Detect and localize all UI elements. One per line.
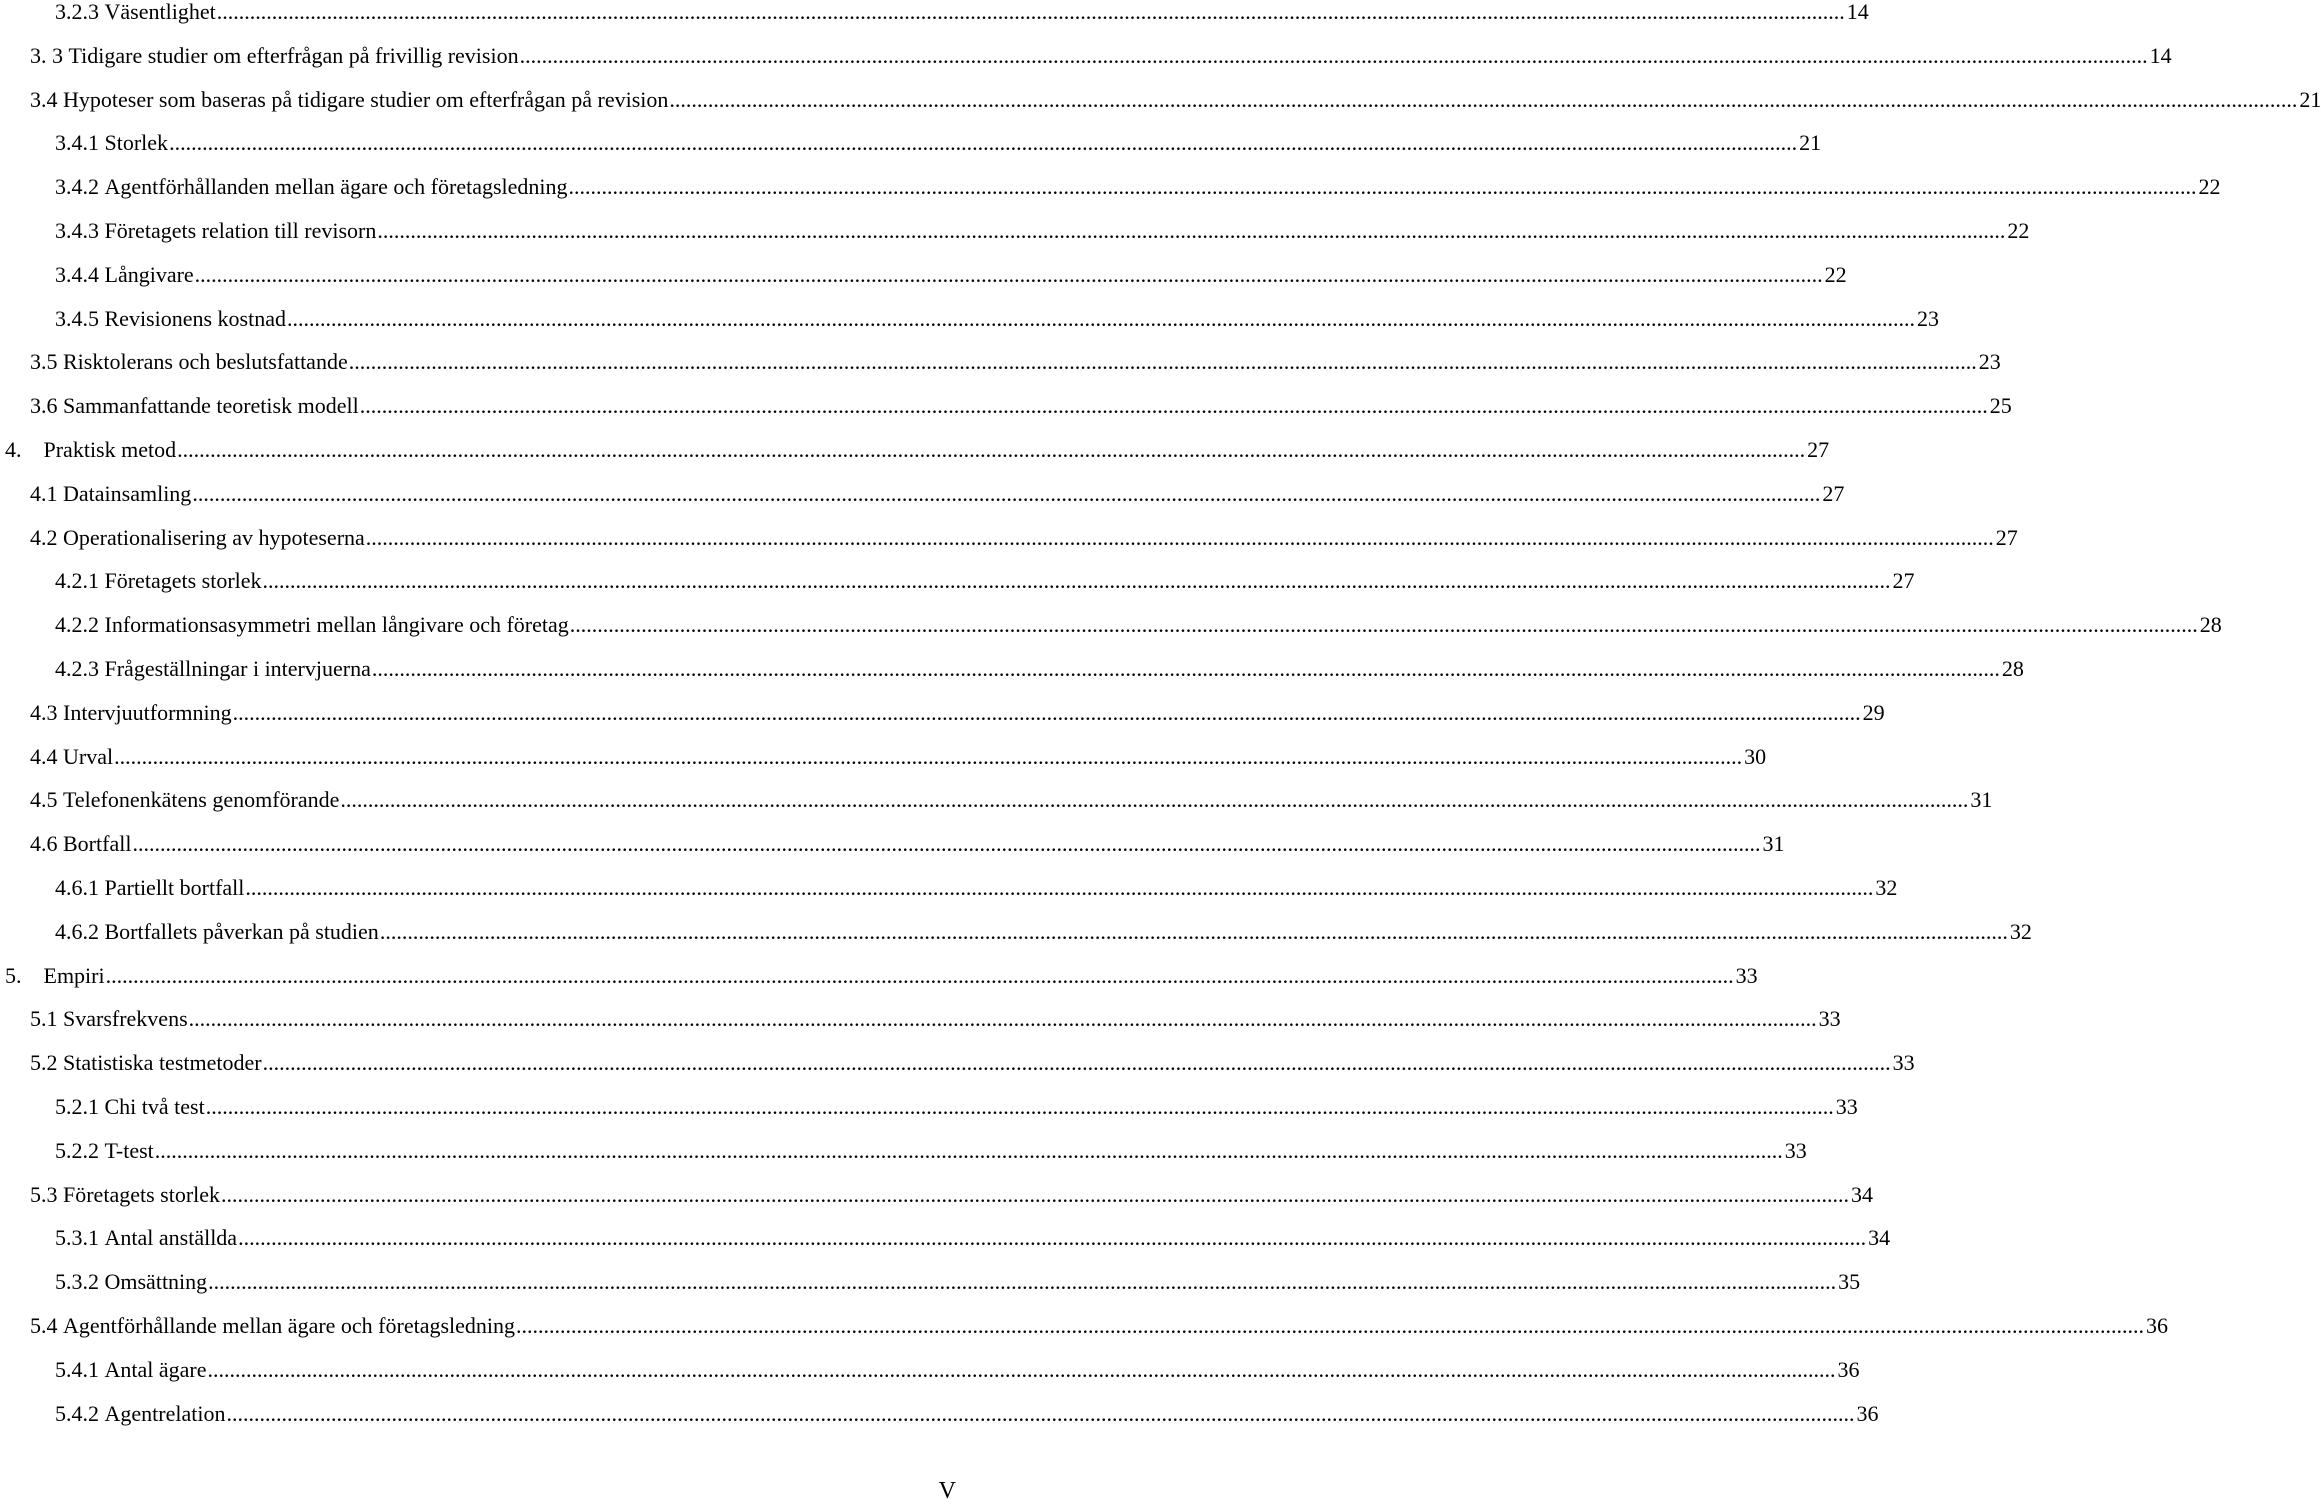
dot-leader	[570, 608, 2198, 642]
toc-entry[interactable]	[0, 959, 1758, 993]
toc-entry-title: Bortfallets påverkan på studien	[104, 918, 379, 944]
dot-leader	[169, 126, 1797, 160]
toc-entry-page: 27	[1822, 480, 1845, 506]
toc-entry-label	[55, 126, 168, 160]
toc-entry-label	[55, 1397, 225, 1431]
toc-entry-number: 4.2	[30, 524, 58, 550]
toc-entry[interactable]	[0, 1309, 2169, 1343]
toc-entry[interactable]	[0, 1178, 1874, 1212]
dot-leader	[380, 915, 2008, 949]
toc-entry[interactable]	[0, 740, 1767, 774]
toc-entry-page: 34	[1868, 1225, 1891, 1251]
toc-entry[interactable]	[0, 0, 1869, 29]
toc-entry-page: 23	[1978, 349, 2001, 375]
toc-entry-number: 3.6	[30, 393, 58, 419]
toc-entry-label	[30, 345, 348, 379]
toc-entry-number: 4.6.2	[55, 918, 99, 944]
toc-entry-title: Antal ägare	[104, 1356, 207, 1382]
toc-entry-number: 5.3.1	[55, 1225, 99, 1251]
toc-entry[interactable]	[0, 1090, 1858, 1124]
toc-entry-number: 5.3	[30, 1181, 58, 1207]
toc-entry-page: 32	[1875, 875, 1898, 900]
toc-entry-title: Sammanfattande teoretisk modell	[63, 393, 359, 419]
toc-entry-page: 21	[2299, 86, 2321, 112]
toc-entry-title: Agentförhållanden mellan ägare och företagsledning	[104, 174, 568, 200]
toc-entry-title: Företagets relation till revisorn	[104, 218, 377, 243]
toc-entry-label	[55, 302, 286, 336]
dot-leader	[245, 871, 1873, 905]
toc-entry-title: T-test	[104, 1137, 154, 1163]
toc-entry[interactable]	[0, 783, 1993, 817]
dot-leader	[106, 959, 1734, 993]
dot-leader	[233, 696, 1861, 730]
toc-entry-number: 3.4.2	[55, 174, 99, 200]
toc-entry-label	[30, 1002, 188, 1036]
toc-entry-number: 5.4	[30, 1313, 58, 1338]
toc-entry[interactable]	[0, 258, 1847, 292]
toc-entry[interactable]	[0, 1265, 1861, 1299]
toc-entry-number: 5.3.2	[55, 1269, 99, 1295]
toc-entry-label	[55, 608, 569, 642]
toc-entry-title: Datainsamling	[63, 480, 192, 506]
toc-entry-title: Långivare	[104, 261, 194, 287]
toc-entry-page: 14	[1846, 0, 1869, 24]
toc-entry[interactable]	[0, 696, 1885, 730]
dot-leader	[520, 39, 2148, 73]
dot-leader	[366, 521, 1994, 555]
toc-entry-title: Intervjuutformning	[63, 699, 232, 725]
toc-entry-label	[55, 258, 194, 292]
toc-entry[interactable]	[0, 1134, 1807, 1168]
toc-entry-number: 5.4.1	[55, 1356, 99, 1382]
toc-entry[interactable]	[0, 302, 1939, 336]
toc-entry-number: 5.4.2	[55, 1400, 99, 1426]
toc-entry-number: 5.2	[30, 1050, 58, 1076]
toc-entry-page: 23	[1917, 305, 1939, 331]
toc-entry-label	[30, 389, 359, 423]
toc-entry-label	[55, 1221, 237, 1255]
toc-entry-label	[5, 959, 105, 993]
toc-entry[interactable]	[0, 1353, 1860, 1387]
toc-entry-number: 4.	[5, 437, 22, 462]
toc-entry[interactable]	[0, 915, 2032, 949]
toc-entry-page: 33	[1892, 1050, 1915, 1076]
toc-entry-label	[55, 1353, 207, 1387]
toc-entry-title: Omsättning	[104, 1269, 208, 1295]
toc-entry[interactable]	[0, 652, 2024, 686]
toc-entry-title: Statistiska testmetoder	[63, 1050, 262, 1076]
toc-entry-label	[30, 1046, 262, 1080]
toc-entry-label	[55, 652, 371, 686]
toc-entry-title: Väsentlighet	[104, 0, 216, 24]
toc-entry-label	[30, 83, 668, 117]
toc-entry-number: 3. 3	[30, 42, 63, 68]
toc-entry-label	[55, 1090, 205, 1124]
toc-entry-title: Agentrelation	[104, 1400, 226, 1426]
toc-entry-title: Chi två test	[104, 1094, 205, 1119]
dot-leader	[349, 345, 1977, 379]
toc-entry-number: 4.2.2	[55, 612, 99, 638]
toc-entry-page: 31	[1762, 831, 1785, 857]
toc-entry-page: 34	[1851, 1181, 1874, 1207]
toc-entry[interactable]	[0, 564, 1915, 598]
toc-entry-number: 3.4	[30, 86, 58, 112]
toc-entry-title: Tidigare studier om efterfrågan på frivillig revision	[68, 42, 519, 68]
toc-entry-page: 31	[1970, 787, 1993, 813]
toc-entry-number: 5.1	[30, 1006, 58, 1032]
toc-entry-title: Informationsasymmetri mellan långivare och företag	[104, 612, 569, 638]
dot-leader	[360, 389, 1988, 423]
toc-entry-page: 22	[2198, 174, 2221, 200]
toc-entry-number: 3.4.5	[55, 305, 99, 331]
toc-entry-page: 27	[1807, 437, 1830, 462]
toc-entry[interactable]	[0, 1046, 1915, 1080]
toc-entry-label	[30, 39, 519, 73]
dot-leader	[377, 214, 2005, 248]
toc-entry-label	[30, 521, 365, 555]
dot-leader	[208, 1265, 1836, 1299]
toc-entry-title: Hypoteser som baseras på tidigare studier om efterfrågan på revision	[63, 86, 669, 112]
toc-entry-label	[30, 696, 232, 730]
toc-entry-number: 3.4.3	[55, 218, 99, 243]
toc-entry-number: 4.3	[30, 699, 58, 725]
dot-leader	[669, 83, 2297, 117]
dot-leader	[177, 433, 1805, 467]
dot-leader	[155, 1134, 1783, 1168]
toc-entry-label	[55, 564, 262, 598]
toc-entry-title: Praktisk metod	[43, 437, 177, 462]
toc-entry-number: 4.6.1	[55, 875, 99, 900]
dot-leader	[226, 1397, 1854, 1431]
toc-entry-number: 3.5	[30, 349, 58, 375]
toc-entry-page: 32	[2009, 918, 2032, 944]
toc-entry-label	[55, 1265, 207, 1299]
toc-entry-title: Företagets storlek	[104, 568, 262, 594]
toc-entry[interactable]	[0, 433, 1830, 467]
toc-entry-label	[55, 1134, 154, 1168]
toc-entry-title: Empiri	[43, 962, 105, 988]
toc-entry-number: 4.1	[30, 480, 58, 506]
dot-leader	[263, 1046, 1891, 1080]
toc-entry-page: 33	[1835, 1094, 1858, 1119]
toc-entry-title: Telefonenkätens genomförande	[63, 787, 340, 813]
toc-entry-page: 28	[2001, 656, 2024, 681]
dot-leader	[132, 827, 1760, 861]
toc-entry-page: 25	[1989, 393, 2012, 419]
toc-entry-label	[30, 1309, 515, 1343]
dot-leader	[114, 740, 1742, 774]
toc-entry-page: 27	[1892, 568, 1915, 594]
toc-entry-title: Urval	[63, 743, 114, 769]
toc-entry-label	[30, 827, 131, 861]
dot-leader	[221, 1178, 1849, 1212]
toc-entry-number: 3.4.4	[55, 261, 99, 287]
toc-entry-number: 4.2.3	[55, 656, 99, 681]
toc-entry-title: Antal anställda	[104, 1225, 238, 1251]
toc-entry-title: Frågeställningar i intervjuerna	[104, 656, 371, 681]
toc-entry-number: 4.4	[30, 743, 58, 769]
toc-entry-title: Bortfall	[63, 831, 132, 857]
toc-entry-title: Revisionens kostnad	[104, 305, 286, 331]
toc-entry-page: 36	[1856, 1400, 1879, 1426]
toc-entry-label	[55, 871, 244, 905]
toc-entry-number: 5.	[5, 962, 22, 988]
dot-leader	[238, 1221, 1866, 1255]
toc-entry-title: Agentförhållande mellan ägare och företagsledning	[63, 1313, 516, 1338]
toc-entry[interactable]	[0, 521, 2018, 555]
dot-leader	[208, 1353, 1836, 1387]
toc-entry-title: Storlek	[104, 130, 169, 156]
toc-entry-number: 4.5	[30, 787, 58, 813]
toc-entry-page: 33	[1784, 1137, 1807, 1163]
dot-leader	[569, 170, 2197, 204]
toc-entry-label	[30, 740, 113, 774]
toc-entry-page: 33	[1818, 1006, 1841, 1032]
toc-entry-label	[30, 783, 339, 817]
toc-entry-label	[30, 1178, 220, 1212]
toc-entry-title: Operationalisering av hypoteserna	[63, 524, 365, 550]
toc-entry-number: 5.2.1	[55, 1094, 99, 1119]
toc-entry-label	[5, 433, 176, 467]
dot-leader	[192, 477, 1820, 511]
toc-entry[interactable]	[0, 389, 2012, 423]
toc-entry[interactable]	[0, 39, 2172, 73]
toc-entry-label	[30, 477, 191, 511]
toc-entry-page: 22	[1824, 261, 1847, 287]
toc-entry[interactable]	[0, 827, 1785, 861]
toc-entry[interactable]	[0, 1397, 1879, 1431]
dot-leader	[287, 302, 1915, 336]
dot-leader	[516, 1309, 2144, 1343]
toc-entry-page: 33	[1735, 962, 1758, 988]
toc-entry-page: 14	[2149, 42, 2172, 68]
toc-entry-page: 36	[1837, 1356, 1860, 1382]
dot-leader	[340, 783, 1968, 817]
dot-leader	[263, 564, 1891, 598]
toc-entry-page: 27	[1995, 524, 2018, 550]
toc-entry-page: 22	[2007, 218, 2030, 243]
toc-entry-page: 35	[1838, 1269, 1861, 1295]
toc-entry[interactable]	[0, 345, 2001, 379]
toc-entry[interactable]	[0, 871, 1898, 905]
dot-leader	[195, 258, 1823, 292]
toc-entry-page: 30	[1744, 743, 1767, 769]
toc-entry-title: Företagets storlek	[63, 1181, 221, 1207]
toc-entry-title: Partiellt bortfall	[104, 875, 245, 900]
toc-entry[interactable]	[0, 477, 1845, 511]
toc-entry[interactable]	[0, 1002, 1841, 1036]
toc-entry[interactable]	[0, 214, 2030, 248]
toc-entry-number: 5.2.2	[55, 1137, 99, 1163]
dot-leader	[189, 1002, 1817, 1036]
toc-entry[interactable]	[0, 608, 2222, 642]
toc-entry-label	[55, 915, 379, 949]
toc-entry-label	[55, 214, 376, 248]
page-number: V	[938, 1478, 956, 1504]
toc-entry[interactable]	[0, 170, 2221, 204]
toc-entry-label	[55, 0, 216, 29]
toc-entry-number: 3.2.3	[55, 0, 99, 24]
toc-entry-label	[55, 170, 568, 204]
dot-leader	[372, 652, 2000, 686]
toc-entry-number: 4.2.1	[55, 568, 99, 594]
toc-entry-page: 21	[1799, 130, 1822, 156]
toc-entry-number: 3.4.1	[55, 130, 99, 156]
toc-entry-page: 36	[2146, 1313, 2169, 1338]
toc-entry[interactable]	[0, 83, 2321, 117]
toc-entry-page: 28	[2199, 612, 2222, 638]
dot-leader	[206, 1090, 1834, 1124]
dot-leader	[217, 0, 1845, 29]
toc-entry-title: Risktolerans och beslutsfattande	[63, 349, 348, 375]
toc-entry[interactable]	[0, 1221, 1891, 1255]
toc-entry-title: Svarsfrekvens	[63, 1006, 188, 1032]
toc-entry-number: 4.6	[30, 831, 58, 857]
toc-entry[interactable]	[0, 126, 1822, 160]
toc-entry-page: 29	[1862, 699, 1885, 725]
